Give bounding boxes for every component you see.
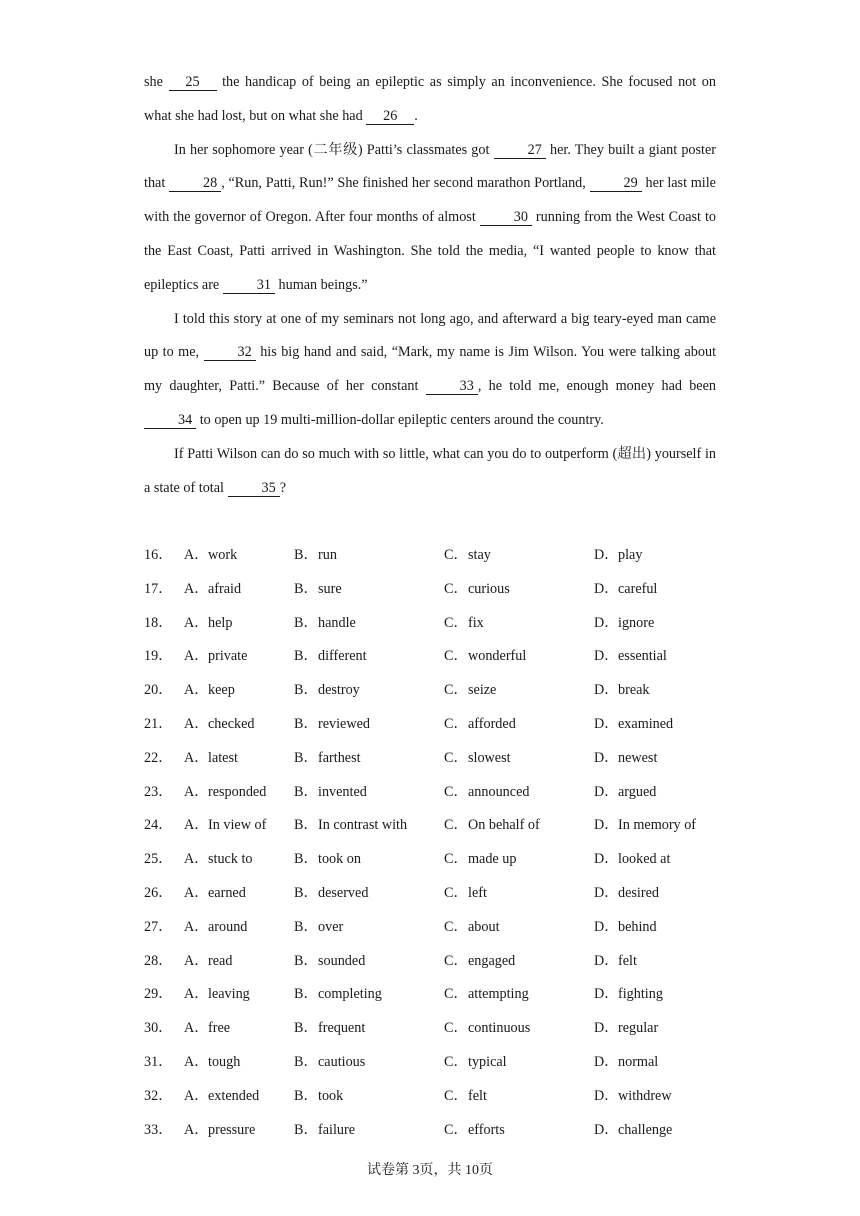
blank-number: 26 — [366, 108, 414, 125]
option-letter: A． — [184, 749, 209, 766]
passage-paragraph — [144, 303, 716, 438]
option-d — [594, 573, 657, 607]
option-text: In memory of — [618, 817, 697, 834]
option-letter: C． — [444, 614, 468, 631]
passage-text: I told this story at one of my seminars not long ago, and afterward a big teary-eyed man came up to me, — [144, 310, 716, 361]
question-row — [144, 742, 744, 776]
question-row — [144, 1114, 744, 1148]
option-d — [594, 674, 650, 708]
blank-number: 31 — [223, 277, 275, 294]
option-text: fighting — [618, 986, 663, 1003]
option-letter: A． — [184, 783, 209, 800]
option-text: sounded — [318, 952, 366, 969]
option-a — [184, 708, 254, 742]
question-number: 20． — [144, 682, 173, 699]
option-letter: D． — [594, 918, 619, 935]
passage-text: , he told me, enough money had been — [477, 378, 716, 395]
blank-number: 30 — [480, 209, 532, 226]
option-b — [294, 776, 367, 810]
option-text: took on — [318, 851, 361, 868]
option-b — [294, 877, 368, 911]
option-d — [594, 1012, 658, 1046]
option-text: leaving — [208, 986, 250, 1003]
option-text: destroy — [318, 682, 360, 699]
option-letter: C． — [444, 1087, 468, 1104]
option-a — [184, 607, 232, 641]
option-letter: D． — [594, 1087, 619, 1104]
passage-paragraph — [144, 66, 716, 134]
option-text: ignore — [618, 614, 655, 631]
question-number: 30． — [144, 1020, 173, 1037]
option-letter: A． — [184, 952, 209, 969]
option-a — [184, 877, 246, 911]
option-letter: D． — [594, 986, 619, 1003]
option-c — [444, 809, 540, 843]
question-number: 26． — [144, 884, 173, 901]
question-number: 28． — [144, 952, 173, 969]
option-b — [294, 945, 365, 979]
option-text: continuous — [468, 1020, 531, 1037]
option-letter: A． — [184, 986, 209, 1003]
option-text: newest — [618, 749, 658, 766]
option-letter: C． — [444, 1053, 468, 1070]
option-d — [594, 978, 663, 1012]
passage-text: ? — [279, 479, 287, 496]
option-b — [294, 640, 367, 674]
question-row — [144, 573, 744, 607]
option-c — [444, 607, 484, 641]
option-d — [594, 539, 642, 573]
blank-number: 28 — [169, 175, 221, 192]
option-a — [184, 1012, 230, 1046]
blank-number: 27 — [494, 142, 546, 159]
question-row — [144, 776, 744, 810]
option-letter: C． — [444, 1020, 468, 1037]
option-text: argued — [618, 783, 657, 800]
option-text: keep — [208, 682, 235, 699]
question-row — [144, 877, 744, 911]
option-letter: C． — [444, 986, 468, 1003]
question-number: 17． — [144, 580, 173, 597]
option-letter: C． — [444, 547, 468, 563]
option-letter: A． — [184, 648, 209, 665]
option-letter: B． — [294, 1020, 318, 1037]
question-row — [144, 674, 744, 708]
option-letter: D． — [594, 648, 619, 665]
option-text: extended — [208, 1087, 260, 1104]
option-letter: C． — [444, 851, 468, 868]
option-letter: D． — [594, 682, 619, 699]
option-b — [294, 674, 360, 708]
option-text: checked — [208, 715, 255, 732]
option-text: pressure — [208, 1121, 256, 1138]
option-b — [294, 1012, 365, 1046]
option-text: failure — [318, 1121, 356, 1138]
option-text: tough — [208, 1053, 241, 1070]
passage-text: running from the West Coast to the East Coast, Patti arrived in Washington. She told the media, “I wanted people to know that epileptics are — [144, 209, 716, 293]
option-text: stuck to — [208, 851, 253, 868]
option-letter: C． — [444, 580, 468, 597]
option-text: In view of — [208, 817, 267, 834]
option-text: play — [618, 547, 643, 563]
option-text: seize — [468, 682, 497, 699]
option-text: desired — [618, 884, 659, 901]
option-letter: B． — [294, 648, 318, 665]
option-text: regular — [618, 1020, 659, 1037]
option-letter: B． — [294, 1087, 318, 1104]
option-c — [444, 776, 529, 810]
option-text: over — [318, 918, 344, 935]
option-text: farthest — [318, 749, 361, 766]
option-text: work — [208, 547, 238, 563]
option-text: attempting — [468, 986, 529, 1003]
option-letter: C． — [444, 749, 468, 766]
question-row — [144, 1012, 744, 1046]
option-letter: D． — [594, 749, 619, 766]
option-letter: B． — [294, 884, 318, 901]
option-b — [294, 607, 356, 641]
question-number: 32． — [144, 1087, 173, 1104]
option-text: earned — [208, 884, 246, 901]
option-letter: C． — [444, 817, 468, 834]
option-c — [444, 911, 500, 945]
option-c — [444, 1012, 530, 1046]
question-number: 24． — [144, 817, 173, 834]
option-c — [444, 978, 529, 1012]
option-letter: D． — [594, 580, 619, 597]
option-text: took — [318, 1087, 344, 1104]
option-text: fix — [468, 614, 484, 631]
option-a — [184, 1114, 255, 1148]
option-letter: A． — [184, 682, 209, 699]
option-text: efforts — [468, 1121, 505, 1138]
option-text: cautious — [318, 1053, 366, 1070]
passage-text: If Patti Wilson can do so much with so little, what can you do to outperform (超出) yourself in a state of total — [144, 445, 716, 496]
option-letter: B． — [294, 614, 318, 631]
option-b — [294, 1114, 355, 1148]
option-a — [184, 1046, 240, 1080]
option-letter: D． — [594, 952, 619, 969]
question-row — [144, 1046, 744, 1080]
option-text: engaged — [468, 952, 516, 969]
option-letter: A． — [184, 1121, 209, 1138]
option-a — [184, 1080, 259, 1114]
option-letter: A． — [184, 851, 209, 868]
passage-text: to open up 19 multi-million-dollar epileptic centers around the country. — [196, 411, 604, 428]
option-letter: D． — [594, 817, 619, 834]
option-c — [444, 674, 496, 708]
option-letter: B． — [294, 749, 318, 766]
option-c — [444, 539, 491, 573]
option-d — [594, 809, 696, 843]
question-number: 29． — [144, 986, 173, 1003]
option-letter: D． — [594, 783, 619, 800]
option-letter: D． — [594, 1121, 619, 1138]
option-text: left — [468, 884, 487, 901]
option-text: looked at — [618, 851, 671, 868]
question-row — [144, 809, 744, 843]
question-number: 22． — [144, 749, 173, 766]
passage-text: In her sophomore year (二年级) Patti’s classmates got — [174, 141, 494, 158]
question-number: 21． — [144, 715, 173, 732]
option-c — [444, 742, 511, 776]
option-c — [444, 640, 526, 674]
option-a — [184, 640, 247, 674]
question-row — [144, 708, 744, 742]
blank-number: 32 — [204, 344, 256, 361]
option-c — [444, 573, 510, 607]
option-letter: A． — [184, 918, 209, 935]
option-text: wonderful — [468, 648, 527, 665]
option-letter: A． — [184, 614, 209, 631]
question-row — [144, 843, 744, 877]
option-letter: A． — [184, 1053, 209, 1070]
option-text: help — [208, 614, 233, 631]
option-letter: D． — [594, 1020, 619, 1037]
blank-number: 29 — [590, 175, 642, 192]
option-text: afraid — [208, 580, 242, 597]
option-letter: A． — [184, 715, 209, 732]
option-letter: C． — [444, 783, 468, 800]
option-b — [294, 1080, 343, 1114]
option-a — [184, 978, 250, 1012]
passage-text: , “Run, Patti, Run!” She finished her second marathon Portland, — [221, 175, 590, 192]
option-letter: B． — [294, 1053, 318, 1070]
question-number: 25． — [144, 851, 173, 868]
option-letter: D． — [594, 614, 619, 631]
option-d — [594, 945, 637, 979]
option-d — [594, 1046, 658, 1080]
option-text: free — [208, 1020, 231, 1037]
answer-options-list — [144, 539, 744, 1147]
option-b — [294, 1046, 365, 1080]
option-text: afforded — [468, 715, 516, 732]
option-letter: B． — [294, 783, 318, 800]
option-a — [184, 809, 266, 843]
option-a — [184, 945, 232, 979]
option-letter: A． — [184, 547, 209, 563]
option-letter: D． — [594, 1053, 619, 1070]
option-a — [184, 674, 235, 708]
option-text: completing — [318, 986, 382, 1003]
question-row — [144, 1080, 744, 1114]
option-letter: B． — [294, 1121, 318, 1138]
option-text: examined — [618, 715, 674, 732]
option-d — [594, 640, 667, 674]
option-c — [444, 1080, 487, 1114]
option-a — [184, 843, 253, 877]
option-text: run — [318, 547, 337, 563]
option-text: announced — [468, 783, 530, 800]
option-text: slowest — [468, 749, 511, 766]
option-letter: D． — [594, 884, 619, 901]
option-text: typical — [468, 1053, 507, 1070]
blank-number: 35 — [228, 480, 280, 497]
option-letter: C． — [444, 884, 468, 901]
option-letter: B． — [294, 580, 318, 597]
option-d — [594, 1114, 672, 1148]
option-text: On behalf of — [468, 817, 540, 834]
option-letter: B． — [294, 986, 318, 1003]
question-number: 31． — [144, 1053, 173, 1070]
option-a — [184, 911, 247, 945]
option-text: read — [208, 952, 233, 969]
option-d — [594, 843, 670, 877]
option-letter: B． — [294, 715, 318, 732]
passage-paragraph — [144, 438, 716, 506]
option-text: about — [468, 918, 500, 935]
option-text: withdrew — [618, 1087, 672, 1104]
option-b — [294, 809, 407, 843]
option-b — [294, 742, 361, 776]
question-row — [144, 978, 744, 1012]
option-text: deserved — [318, 884, 369, 901]
option-a — [184, 539, 237, 573]
option-letter: B． — [294, 918, 318, 935]
blank-number: 25 — [169, 74, 217, 91]
option-b — [294, 911, 343, 945]
question-row — [144, 607, 744, 641]
option-letter: A． — [184, 884, 209, 901]
passage-paragraph — [144, 134, 716, 303]
option-text: stay — [468, 547, 491, 563]
option-d — [594, 607, 654, 641]
option-text: frequent — [318, 1020, 366, 1037]
option-d — [594, 776, 656, 810]
passage-text: her last mile with the governor of Oregon. After four months of almost — [144, 175, 716, 226]
passage-text: . — [414, 107, 418, 124]
option-a — [184, 573, 241, 607]
option-letter: A． — [184, 817, 209, 834]
option-letter: A． — [184, 1020, 209, 1037]
question-number: 18． — [144, 614, 173, 631]
option-text: reviewed — [318, 715, 370, 732]
passage-text: she — [144, 74, 169, 90]
option-text: invented — [318, 783, 367, 800]
option-letter: D． — [594, 851, 619, 868]
option-c — [444, 1046, 507, 1080]
option-letter: C． — [444, 952, 468, 969]
option-text: handle — [318, 614, 356, 631]
option-text: private — [208, 648, 248, 665]
passage-text: her. They built a giant poster that — [144, 141, 716, 192]
page-footer: 试卷第 3页，共 10页 — [367, 1163, 493, 1178]
option-b — [294, 539, 337, 573]
option-d — [594, 877, 659, 911]
option-text: In contrast with — [318, 817, 408, 834]
question-number: 27． — [144, 918, 173, 935]
option-d — [594, 708, 673, 742]
blank-number: 34 — [144, 412, 196, 429]
option-letter: B． — [294, 851, 318, 868]
option-c — [444, 843, 516, 877]
option-text: curious — [468, 580, 510, 597]
option-c — [444, 945, 515, 979]
option-c — [444, 877, 487, 911]
option-text: careful — [618, 580, 658, 597]
question-row — [144, 911, 744, 945]
option-letter: D． — [594, 547, 619, 563]
option-text: behind — [618, 918, 657, 935]
option-d — [594, 911, 657, 945]
passage-text: his big hand and said, “Mark, my name is Jim Wilson. You were talking about my daughter, Patti.” Because of her constant — [144, 344, 717, 395]
option-a — [184, 742, 238, 776]
option-letter: B． — [294, 682, 318, 699]
option-text: break — [618, 682, 650, 699]
option-text: challenge — [618, 1121, 673, 1138]
option-letter: A． — [184, 1087, 209, 1104]
option-b — [294, 843, 361, 877]
option-text: latest — [208, 749, 238, 766]
option-text: different — [318, 648, 367, 665]
question-number: 33． — [144, 1121, 173, 1138]
option-text: essential — [618, 648, 667, 665]
option-b — [294, 978, 382, 1012]
cloze-passage — [144, 66, 716, 505]
option-letter: C． — [444, 918, 468, 935]
passage-text: the handicap of being an epileptic as simply an inconvenience. She focused not on what she had lost, but on what she had — [144, 74, 716, 124]
option-c — [444, 1114, 505, 1148]
option-b — [294, 708, 370, 742]
option-letter: D． — [594, 715, 619, 732]
question-row — [144, 945, 744, 979]
option-a — [184, 776, 266, 810]
option-letter: B． — [294, 817, 318, 834]
option-b — [294, 573, 342, 607]
option-text: responded — [208, 783, 267, 800]
question-number: 19． — [144, 648, 173, 665]
option-letter: C． — [444, 1121, 468, 1138]
option-text: made up — [468, 851, 517, 868]
option-d — [594, 1080, 672, 1114]
question-row — [144, 539, 744, 573]
option-text: normal — [618, 1053, 659, 1070]
option-letter: B． — [294, 952, 318, 969]
question-number: 16． — [144, 547, 173, 563]
option-text: around — [208, 918, 248, 935]
option-letter: C． — [444, 682, 468, 699]
option-letter: C． — [444, 648, 468, 665]
option-text: felt — [468, 1087, 487, 1104]
option-d — [594, 742, 657, 776]
option-c — [444, 708, 516, 742]
option-letter: C． — [444, 715, 468, 732]
option-text: sure — [318, 580, 342, 597]
option-letter: A． — [184, 580, 209, 597]
question-number: 23． — [144, 783, 173, 800]
option-letter: B． — [294, 547, 318, 563]
option-text: felt — [618, 952, 637, 969]
question-row — [144, 640, 744, 674]
blank-number: 33 — [426, 378, 478, 395]
passage-text: human beings.” — [274, 276, 368, 293]
